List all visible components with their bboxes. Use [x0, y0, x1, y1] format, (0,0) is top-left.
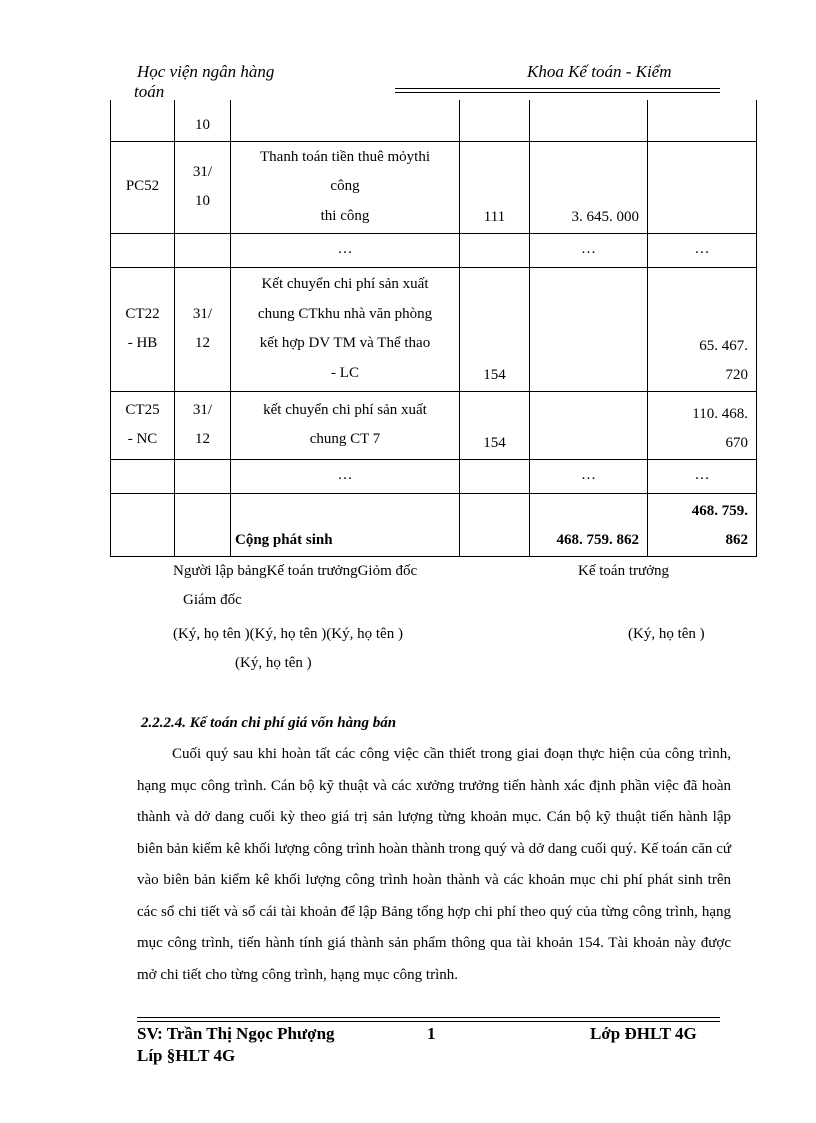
header-left-wrap: toán — [134, 82, 165, 101]
table-row — [111, 391, 757, 459]
debit-cell — [530, 391, 648, 459]
section-title: 2.2.2.4. Kế toán chi phí giá vốn hàng bán — [141, 715, 397, 731]
debit-cell: … — [530, 233, 648, 267]
debit-cell: 3. 645. 000 — [530, 141, 648, 233]
header-rule-top — [395, 88, 720, 89]
signature-sign-hint-director: (Ký, họ tên ) — [235, 655, 312, 671]
account-cell — [460, 233, 530, 267]
table-row — [111, 100, 757, 141]
footer-rule-top — [137, 1017, 720, 1018]
account-cell: 154 — [460, 391, 530, 459]
table-row — [111, 267, 757, 391]
desc-cell: kết chuyển chi phí sản xuất chung CT 7 — [231, 391, 460, 459]
doc-cell: PC52 — [111, 141, 175, 233]
debit-cell — [530, 100, 648, 141]
header-left: Học viện ngân hàng — [137, 62, 275, 81]
signature-chief-accountant: Kế toán trưởng — [578, 563, 670, 579]
total-debit: 468. 759. 862 — [530, 493, 648, 556]
date-cell: 31/ 12 — [175, 267, 231, 391]
signature-titles: Người lập bảngKế toán trưởngGiỏm đốc — [173, 563, 418, 579]
date-cell — [175, 233, 231, 267]
credit-cell: … — [648, 233, 757, 267]
date-cell: 31/ 10 — [175, 141, 231, 233]
credit-cell — [648, 100, 757, 141]
credit-cell: 110. 468. 670 — [648, 391, 757, 459]
table-row — [111, 141, 757, 233]
desc-cell: Thanh toán tiền thuê mỏythi công thi công — [231, 141, 460, 233]
debit-cell: … — [530, 459, 648, 493]
signature-director: Giám đốc — [183, 592, 242, 608]
table-row — [111, 233, 757, 267]
footer-class: Lớp ĐHLT 4G — [590, 1024, 697, 1043]
signature-sign-hints: (Ký, họ tên )(Ký, họ tên )(Ký, họ tên ) — [173, 626, 403, 642]
doc-cell — [111, 100, 175, 141]
signature-sign-hint-right: (Ký, họ tên ) — [628, 626, 705, 642]
account-cell — [460, 493, 530, 556]
account-cell — [460, 100, 530, 141]
account-cell: 111 — [460, 141, 530, 233]
doc-cell: CT22 - HB — [111, 267, 175, 391]
table-row — [111, 459, 757, 493]
header-right: Khoa Kế toán - Kiểm — [527, 62, 672, 81]
total-label: Cộng phát sinh — [231, 493, 460, 556]
desc-cell — [231, 100, 460, 141]
footer-page-number: 1 — [427, 1024, 436, 1043]
doc-cell — [111, 493, 175, 556]
credit-cell: … — [648, 459, 757, 493]
account-cell: 154 — [460, 267, 530, 391]
doc-cell — [111, 459, 175, 493]
date-cell — [175, 459, 231, 493]
footer-rule-bottom — [137, 1021, 720, 1022]
body-paragraph — [137, 739, 731, 991]
doc-cell: CT25 - NC — [111, 391, 175, 459]
date-cell: 31/ 12 — [175, 391, 231, 459]
debit-cell — [530, 267, 648, 391]
account-cell — [460, 459, 530, 493]
desc-cell: Kết chuyển chi phí sản xuất chung CTkhu nhà văn phòng kết hợp DV TM và Thể thao - LC — [231, 267, 460, 391]
footer-class-wrap: Líp §HLT 4G — [137, 1046, 236, 1065]
total-credit: 468. 759. 862 — [648, 493, 757, 556]
credit-cell — [648, 141, 757, 233]
doc-cell — [111, 233, 175, 267]
footer-student: SV: Trần Thị Ngọc Phượng — [137, 1024, 335, 1043]
ledger-table — [110, 100, 757, 557]
desc-cell: … — [231, 233, 460, 267]
paragraph-text: Cuối quý sau khi hoàn tất các công việc cần thiết trong giai đoạn thực hiện của công trình, hạng mục công trình. Cán bộ kỹ thuật và các xưởng trưởng tiến hành xác định phần việc đã hoàn thành và dở dang cuối kỳ theo giá trị sản lượng từng khoản mục. Cán bộ kỹ thuật tiến hành lập biên bản kiểm kê khối lượng công trình hoàn thành trong quý và dở dang cuối quý. Kế toán căn cứ vào biên bản kiểm kê khối lượng công trình hoàn thành và các khoản mục chi phí phát sinh trên các sổ chi tiết và sổ cái tài khoản để lập Bảng tổng hợp chi phí theo quý của từng công trình, hạng mục công trình, tiến hành tính giá thành sản phẩm thông qua tài khoản 154. Tài khoản này được mở chi tiết cho từng công trình, hạng mục công trình. — [137, 746, 731, 983]
date-cell — [175, 493, 231, 556]
credit-cell: 65. 467. 720 — [648, 267, 757, 391]
date-cell: 10 — [175, 100, 231, 141]
header-rule-bottom — [395, 92, 720, 93]
total-row — [111, 493, 757, 556]
desc-cell: … — [231, 459, 460, 493]
